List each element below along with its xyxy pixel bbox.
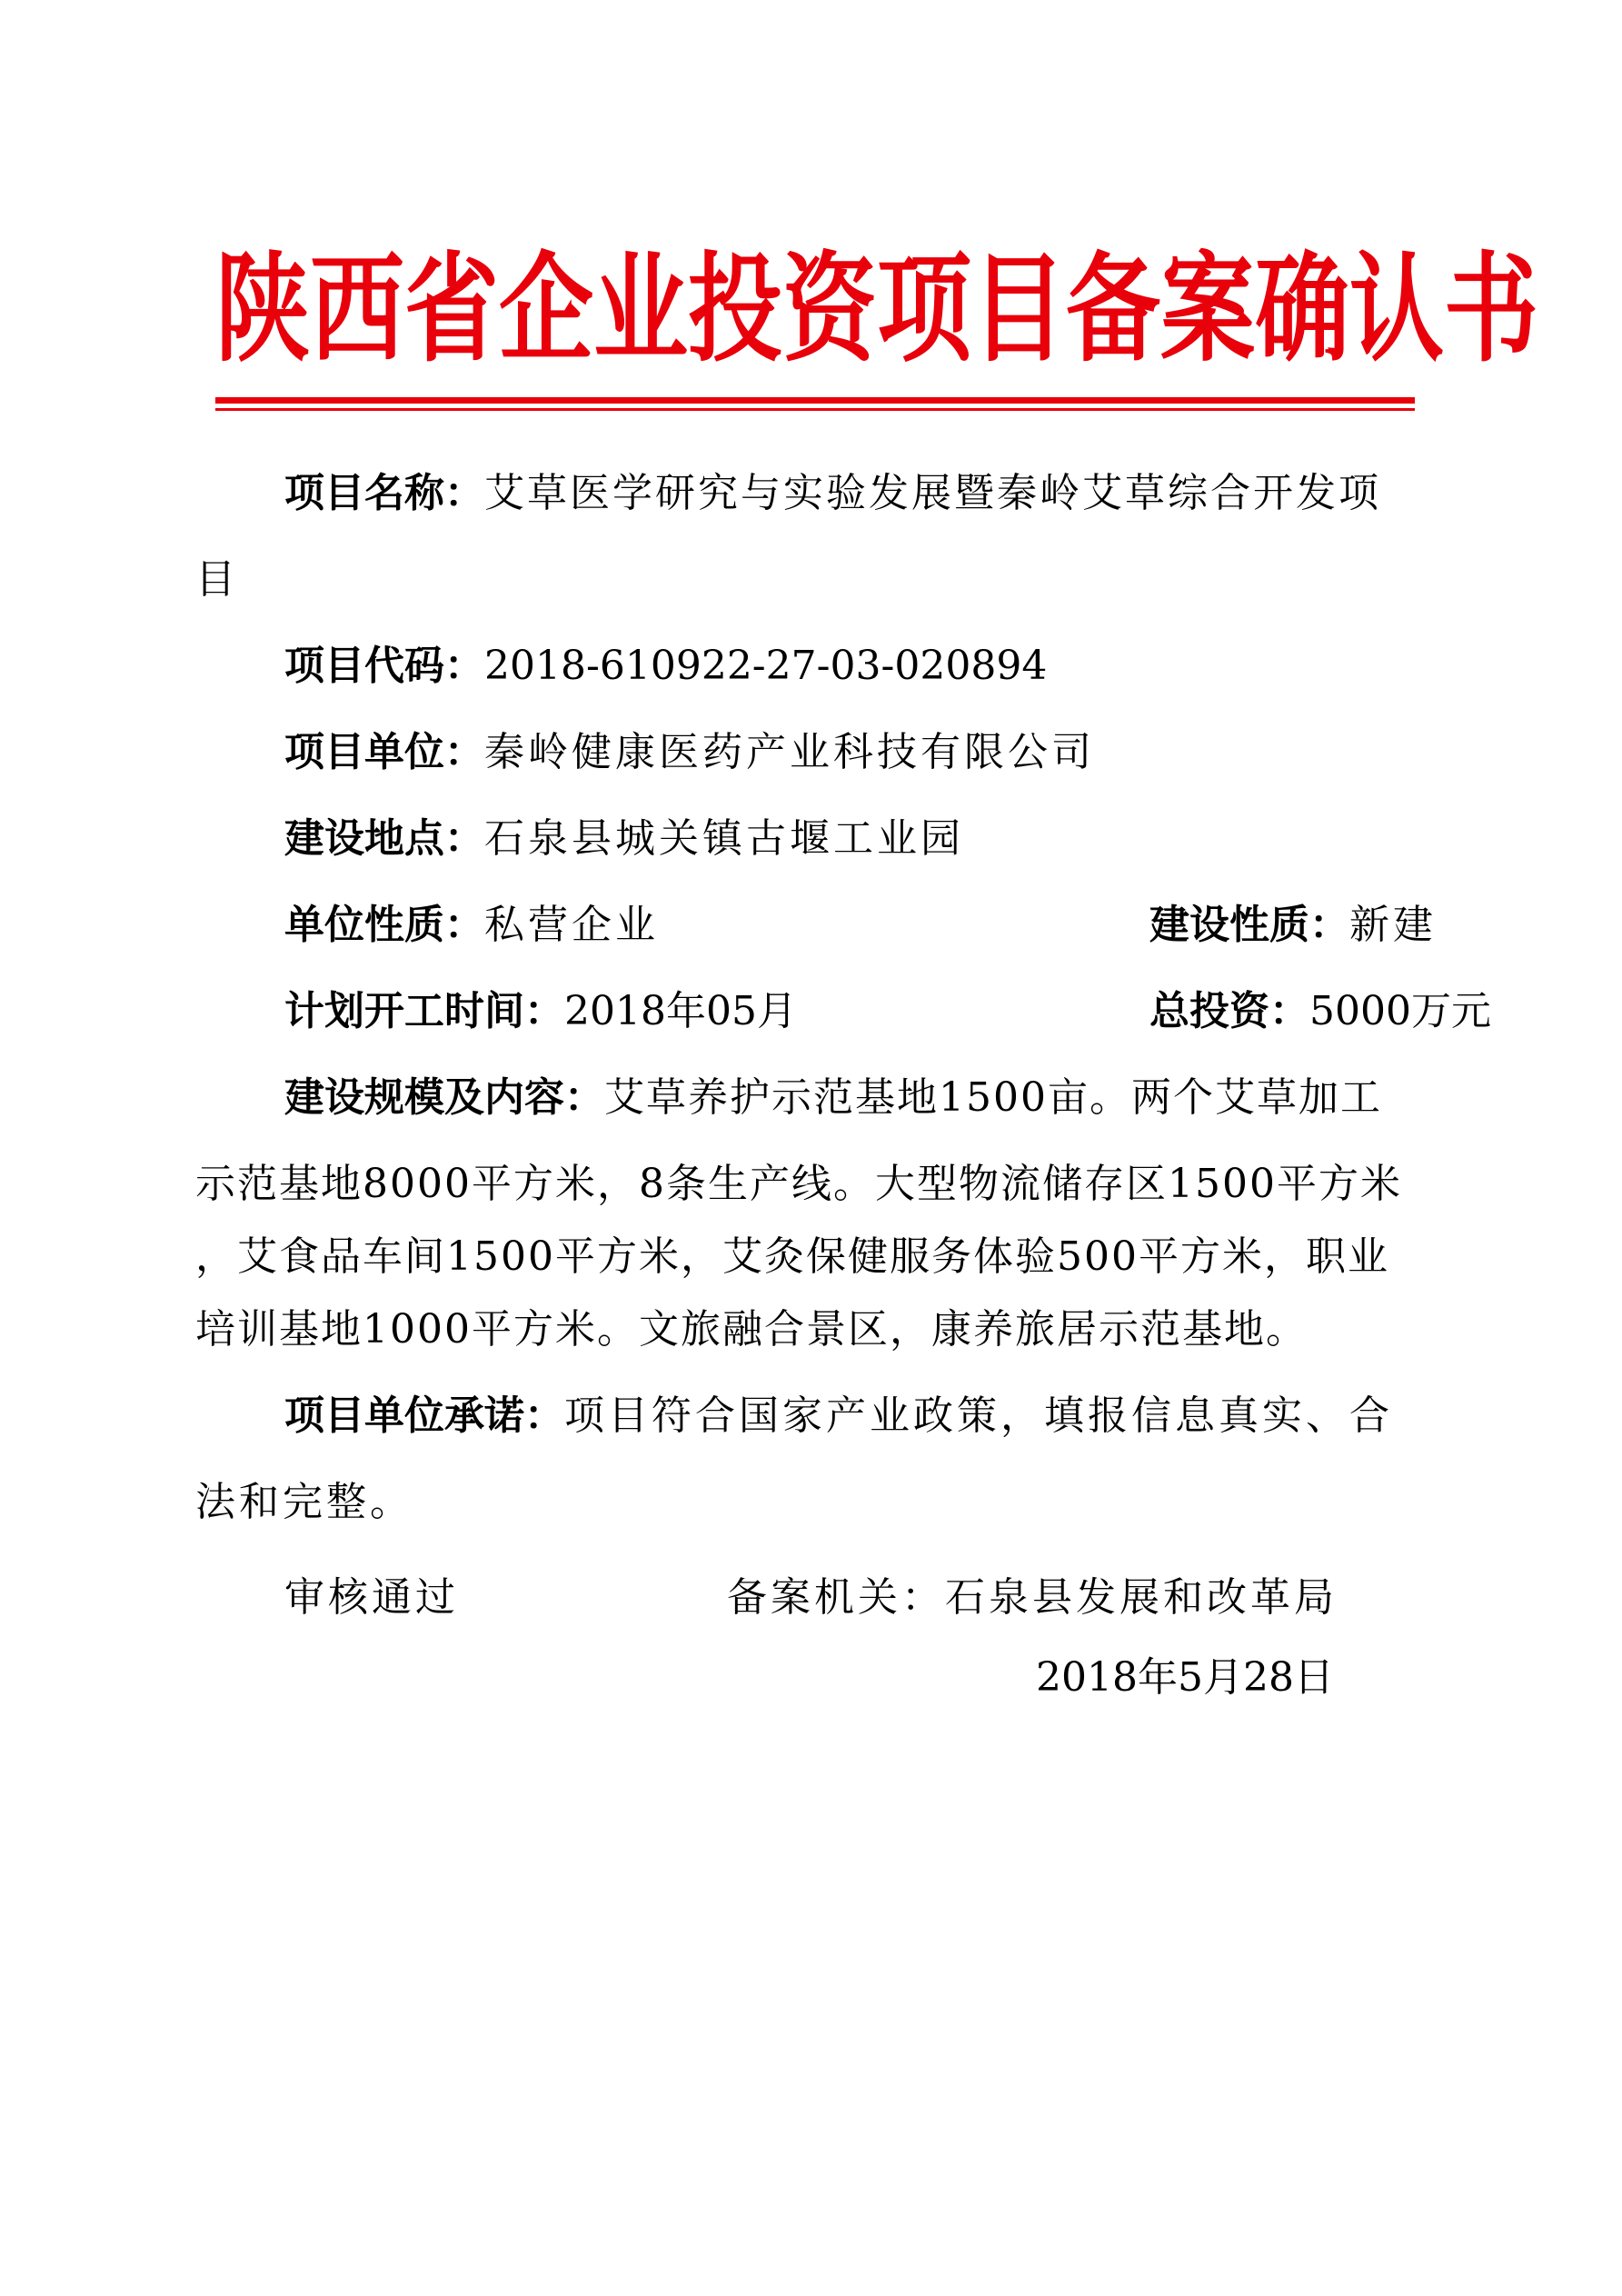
filing-authority: 备案机关：石泉县发展和改革局: [727, 1574, 1338, 1621]
location-row: [195, 795, 1520, 882]
commitment-label: 项目单位承诺：: [284, 1393, 564, 1439]
scale-line2: 示范基地8000平方米，8条生产线。大型物流储存区1500平方米: [195, 1161, 1402, 1207]
total-investment-label: 总投资：: [1149, 988, 1309, 1034]
project-unit-row: [195, 709, 1520, 795]
scale-label: 建设规模及内容：: [284, 1074, 604, 1121]
location-value: 石泉县城关镇古堰工业园: [484, 815, 964, 862]
scale-line4: 培训基地1000平方米。文旅融合景区，康养旅居示范基地。: [195, 1306, 1308, 1353]
project-name-label: 项目名称：: [284, 470, 484, 516]
scale-line1: 艾草养护示范基地1500亩。两个艾草加工: [604, 1074, 1382, 1121]
commitment-line1: 项目符合国家产业政策，填报信息真实、合: [564, 1393, 1393, 1439]
project-name-row: [195, 450, 1520, 536]
title-rule-thick: [215, 397, 1415, 404]
document-title: 陕西省企业投资项目备案确认书: [215, 239, 1539, 379]
unit-nature-value: 私营企业: [484, 902, 659, 948]
start-time-label: 计划开工时间：: [284, 988, 564, 1034]
scale-continuation-3: [195, 1286, 1431, 1373]
title-rule-thin: [215, 408, 1415, 411]
project-name-continuation: [195, 536, 1431, 623]
project-name-value-line1: 艾草医学研究与实验发展暨秦岭艾草综合开发项: [484, 470, 1381, 516]
start-time-value: 2018年05月: [564, 988, 797, 1034]
scale-line3: ，艾食品车间1500平方米，艾灸保健服务体验500平方米，职业: [195, 1233, 1389, 1280]
total-investment-group: [1149, 968, 1491, 1054]
construction-nature-value: 新建: [1349, 902, 1437, 948]
unit-nature-label: 单位性质：: [284, 902, 484, 948]
total-investment-value: 5000万元: [1309, 988, 1491, 1034]
project-unit-label: 项目单位：: [284, 729, 484, 775]
project-unit-value: 秦岭健康医药产业科技有限公司: [484, 729, 1095, 775]
scale-row: [195, 1054, 1520, 1141]
project-code-value: 2018-610922-27-03-020894: [484, 643, 1048, 689]
commitment-line2: 法和完整。: [195, 1479, 413, 1525]
construction-nature-label: 建设性质：: [1149, 902, 1349, 948]
project-name-value-line2: 目: [195, 556, 235, 603]
filing-date: 2018年5月28日: [1036, 1654, 1334, 1701]
project-code-label: 项目代码：: [284, 643, 484, 689]
location-label: 建设地点：: [284, 815, 484, 862]
review-status: 审核通过: [284, 1574, 459, 1621]
nature-row: [195, 882, 1520, 968]
time-investment-row: [195, 968, 1520, 1054]
commitment-row: [195, 1373, 1520, 1459]
commitment-continuation: [195, 1459, 1431, 1545]
construction-nature-group: [1149, 882, 1437, 968]
project-code-row: [195, 623, 1520, 709]
